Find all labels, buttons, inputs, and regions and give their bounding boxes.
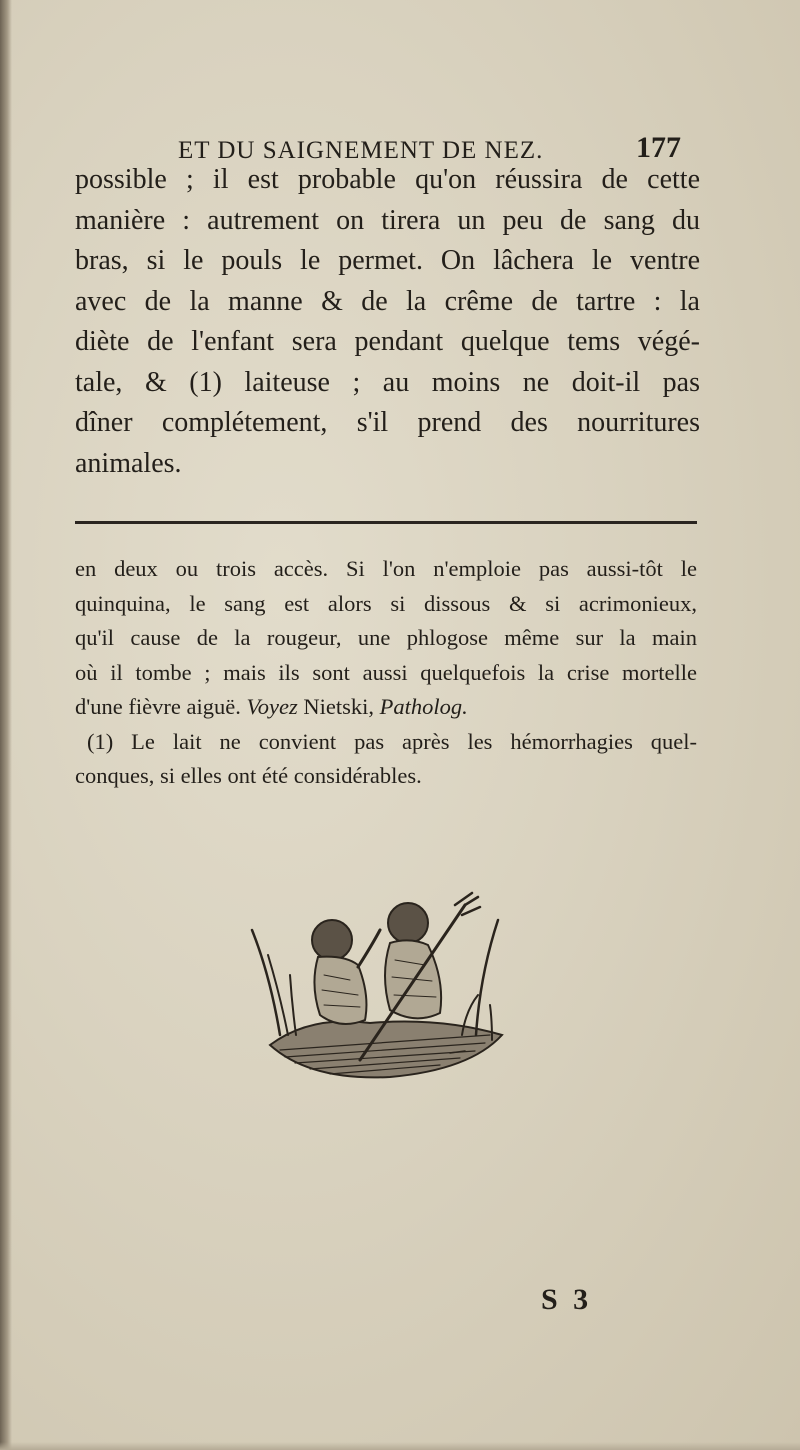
body-text (75, 160, 700, 484)
reference-author: Nietski, (303, 694, 374, 719)
reference-pre: d'une fièvre aiguë. (75, 694, 241, 719)
body-line: diète de l'enfant sera pendant quelque tems végé- (75, 326, 700, 357)
footnote-1-line: conques, si elles ont été considérables. (75, 763, 422, 788)
footnote-reference-line (75, 690, 697, 725)
body-line: animales. (75, 447, 182, 479)
binding-edge (0, 0, 12, 1450)
signature-mark: S 3 (541, 1283, 593, 1316)
body-line: dîner complétement, s'il prend des nourritures (75, 407, 700, 438)
reference-work: Patholog. (379, 694, 468, 719)
body-line: avec de la manne & de la crême de tartre : la (75, 285, 700, 317)
footnote-line: quinquina, le sang est alors si dissous & si acrimonieux, (75, 590, 697, 616)
body-line: bras, si le pouls le permet. On lâchera le ventre (75, 245, 700, 276)
footnote-line: en deux ou trois accès. Si l'on n'emploie pas aussi-tôt le (75, 556, 697, 581)
page-bottom-edge (0, 1442, 800, 1450)
body-line: manière : autrement on tirera un peu de sang du (75, 204, 700, 236)
cherubs-vignette-icon (240, 885, 508, 1090)
page-number: 177 (636, 131, 681, 164)
footnote-line: où il tombe ; mais ils sont aussi quelquefois la crise mortelle (75, 659, 697, 685)
footnotes (75, 552, 697, 794)
footnote-1-line: (1) Le lait ne convient pas après les hémorrhagies quel- (87, 728, 697, 754)
reference-see: Voyez (246, 694, 298, 719)
footnote-rule (75, 521, 697, 524)
body-line: tale, & (1) laiteuse ; au moins ne doit-il pas (75, 366, 700, 398)
footnote-line: qu'il cause de la rougeur, une phlogose même sur la main (75, 625, 697, 650)
running-head: ET DU SAIGNEMENT DE NEZ. (178, 137, 544, 164)
body-line: possible ; il est probable qu'on réussira de cette (75, 164, 700, 195)
